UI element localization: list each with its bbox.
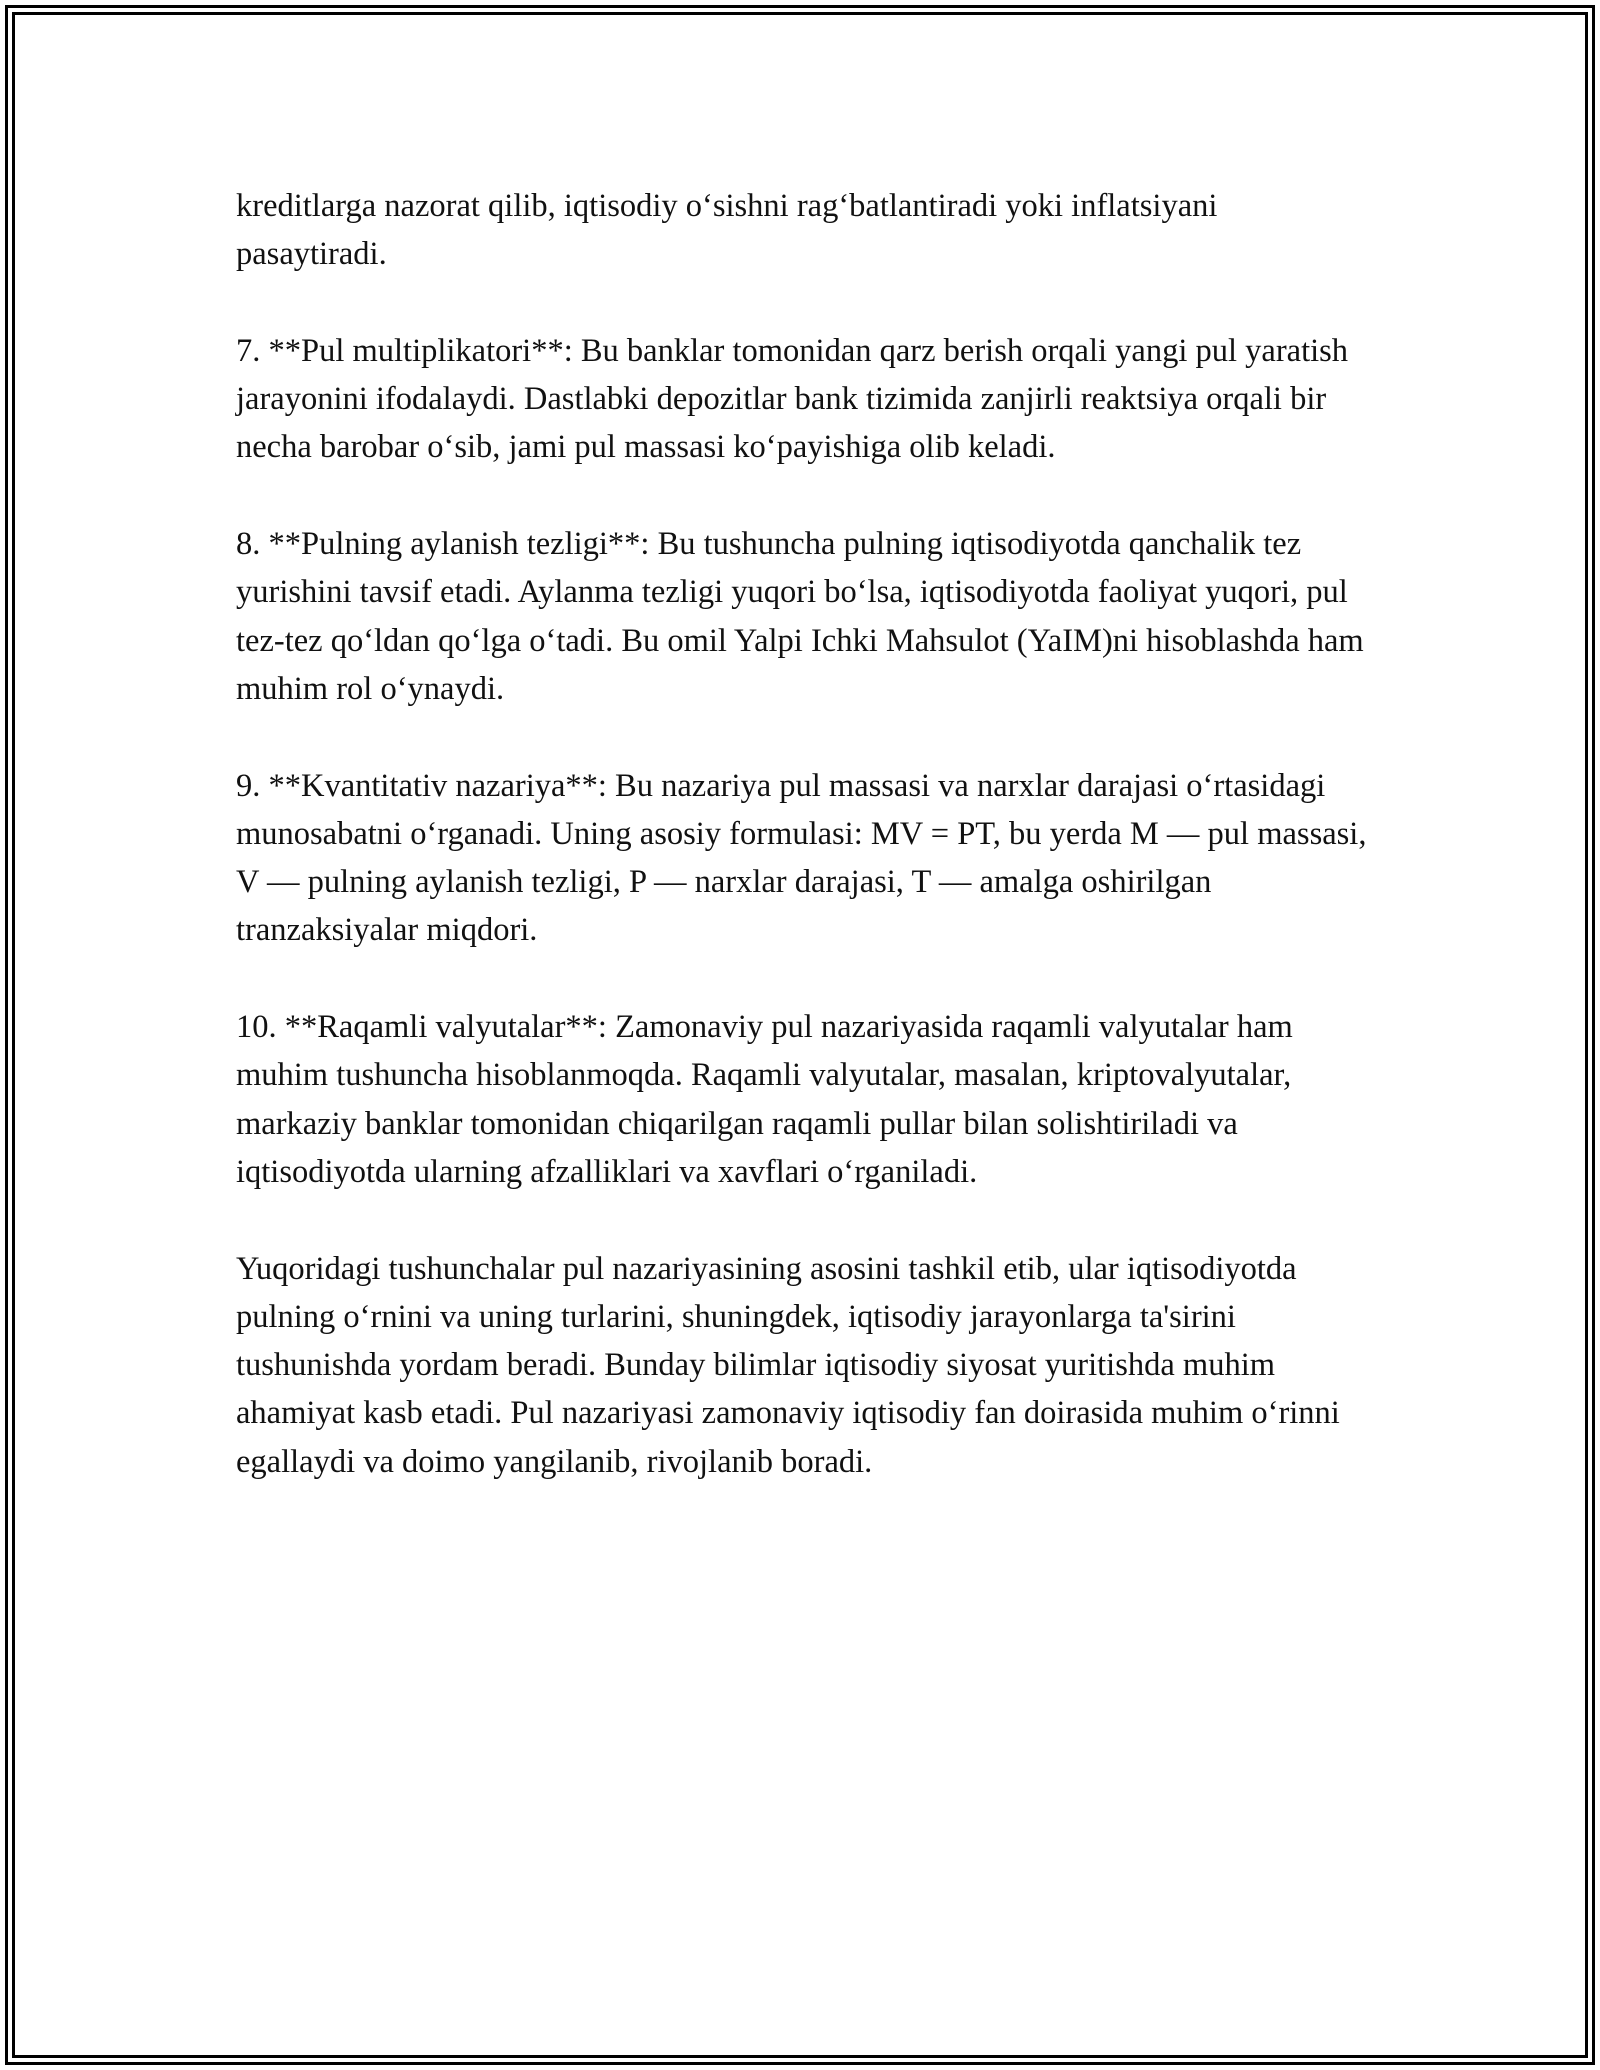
paragraph-raqamli-valyutalar: 10. **Raqamli valyutalar**: Zamonaviy pul nazariyasida raqamli valyutalar ham muhim tushuncha hisoblanmoqda. Raqamli valyutalar, masalan, kriptovalyutalar, markaziy banklar tomonidan chiqarilgan raqamli pullar bilan solishtiriladi va iqtisodiyotda ularning afzalliklari va xavflari o‘rganiladi. (236, 1009, 1293, 1190)
paragraph-kvantitativ-nazariya: 9. **Kvantitativ nazariya**: Bu nazariya pul massasi va narxlar darajasi o‘rtasidagi munosabatni o‘rganadi. Uning asosiy formulasi: MV = PT, bu yerda M — pul massasi, V — pulning aylanish tezligi, P — narxlar darajasi, T — amalga oshirilgan tranzaksiyalar miqdori. (236, 767, 1367, 949)
paragraph-aylanish-tezligi: 8. **Pulning aylanish tezligi**: Bu tushuncha pulning iqtisodiyotda qanchalik tez yurishini tavsif etadi. Aylanma tezligi yuqori bo‘lsa, iqtisodiyotda faoliyat yuqori, pul tez-tez qo‘ldan qo‘lga o‘tadi. Bu omil Yalpi Ichki Mahsulot (YaIM)ni hisoblashda ham muhim rol o‘ynaydi. (236, 526, 1364, 707)
paragraph-pul-multiplikatori: 7. **Pul multiplikatori**: Bu banklar tomonidan qarz berish orqali yangi pul yaratish jarayonini ifodalaydi. Dastlabki depozitlar bank tizimida zanjirli reaktsiya orqali bir necha barobar o‘sib, jami pul massasi ko‘payishiga olib keladi. (236, 332, 1349, 466)
paragraph-conclusion: Yuqoridagi tushunchalar pul nazariyasining asosini tashkil etib, ular iqtisodiyotda pulning o‘rnini va uning turlarini, shuningdek, iqtisodiy jarayonlarga ta'sirini tushunishda yordam beradi. Bunday bilimlar iqtisodiy siyosat yuritishda muhim ahamiyat kasb etadi. Pul nazariyasi zamonaviy iqtisodiy fan doirasida muhim o‘rinni egallaydi va doimo yangilanib, rivojlanib boradi. (236, 1250, 1340, 1480)
document-body (236, 182, 1372, 1486)
paragraph-continuation: kreditlarga nazorat qilib, iqtisodiy o‘sishni rag‘batlantiradi yoki inflatsiyani pasaytiradi. (236, 188, 1218, 273)
